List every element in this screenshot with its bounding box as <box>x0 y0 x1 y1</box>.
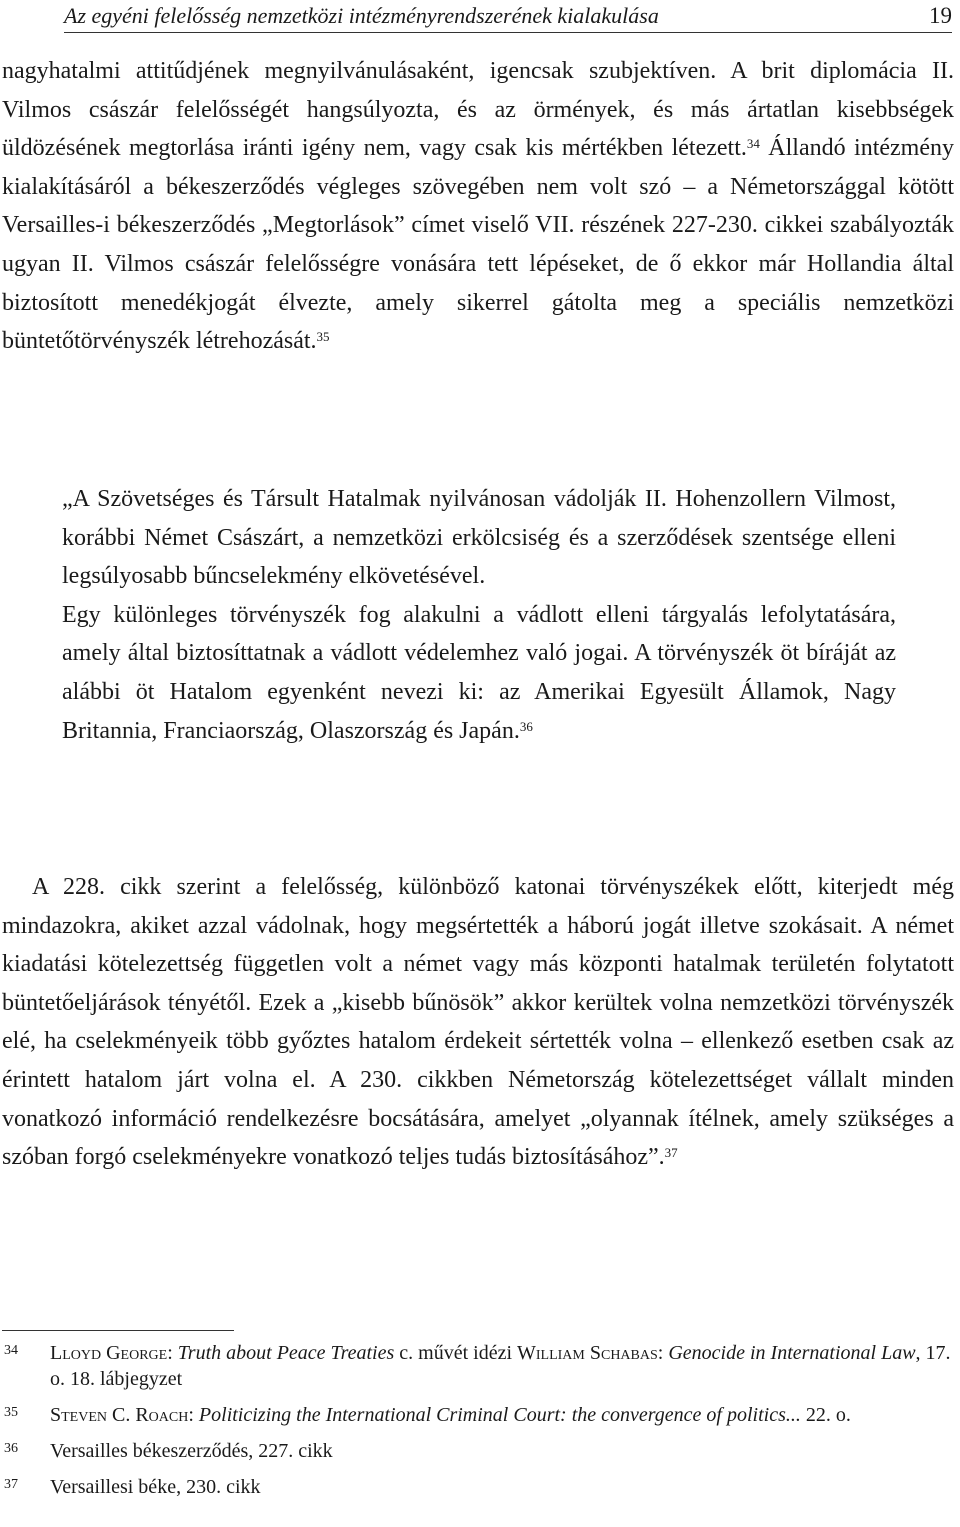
footnote-text: Versaillesi béke, 230. cikk <box>50 1476 261 1498</box>
paragraph-1-text-b: Állandó intézmény kialakításáról a békeszerződés végleges szövegében nem volt szó – a Németországgal kötött Versailles-i békeszerződés „Megtorlások” címet viselő VII. részének 227-230. cikkei szabályozták ugyan II. Vilmos császár felelősségre vonására tett lépéseket, de ő ekkor már Hollandia által biztosított menedékjogát élvezte, amely sikerrel gátolta meg a speciális nemzetközi büntetőtörvényszék létrehozását. <box>2 135 954 355</box>
footnote-tail: , 17. o. 18. lábjegyzet <box>50 1342 951 1390</box>
block-quote <box>62 480 896 750</box>
footnote-divider <box>2 1330 234 1331</box>
footnote-number: 37 <box>4 1477 18 1492</box>
page-number: 19 <box>929 3 952 28</box>
footnote-number: 36 <box>4 1441 18 1456</box>
footnote-text: c. művét idézi <box>394 1342 517 1364</box>
footnote-tail: 22. o. <box>800 1404 851 1426</box>
paragraph-2-text: A 228. cikk szerint a felelősség, különböző katonai törvényszékek előtt, kiterjedt még mindazokra, akiket azzal vádolnak, hogy megsértették a háború jogát illetve szokásait. A német kiadatási kötelezettség független volt a német vagy más központi hatalmak területén folytatott büntetőeljárások tényétől. Ezek a „kisebb bűnösök” akkor kerültek volna nemzetközi törvényszék elé, ha cselekményeik több győztes hatalom érdekeit sértették volna – ellenkező esetben csak az érintett hatalom járt volna el. A 230. cikkben Németország kötelezettséget vállalt minden vonatkozó információ rendelkezésre bocsátására, amelyet „olyannak ítélnek, amely szükséges a szóban forgó cselekményekre vonatkozó teljes tudás biztosításához”. <box>2 874 954 1171</box>
paragraph-2 <box>2 868 954 1177</box>
footnote-ref-34[interactable]: 34 <box>746 136 760 152</box>
paragraph-1-text-a: nagyhatalmi attitűdjének megnyilvánulásaként, igencsak szubjektíven. A brit diplomácia II. Vilmos császár felelősségét hangsúlyozta, és az örmények, és más ártatlan kisebbségek üldözésének megtorlása iránti igény nem, vagy csak kis mértékben létezett. <box>2 58 954 162</box>
footnote-title: Truth about Peace Treaties <box>177 1342 395 1364</box>
footnote-title: Politicizing the International Criminal Court: the convergence of politics... <box>198 1404 801 1426</box>
footnote-ref-36[interactable]: 36 <box>519 718 533 734</box>
footnote-number: 34 <box>4 1343 18 1358</box>
footnotes <box>0 1340 960 1510</box>
running-title: Az egyéni felelősség nemzetközi intézményrendszerének kialakulása <box>64 3 659 28</box>
footnote-36 <box>0 1438 960 1464</box>
footnote-35: 35 Steven C. Roach: Politicizing the International Criminal Court: the convergence of politics... 22. o. <box>0 1402 960 1428</box>
paragraph-1 <box>2 52 954 361</box>
footnote-author: Lloyd George <box>50 1342 168 1364</box>
footnote-title-2: Genocide in International Law <box>668 1342 916 1364</box>
footnote-ref-37[interactable]: 37 <box>664 1145 678 1161</box>
footnote-author-2: William Schabas <box>517 1342 658 1364</box>
footnote-ref-35[interactable]: 35 <box>316 329 330 345</box>
footnote-author: Steven C. Roach <box>50 1404 189 1426</box>
quote-paragraph-2: Egy különleges törvényszék fog alakulni a vádlott elleni tárgyalás lefolytatására, amely által biztosíttatnak a vádlott védelemhez való jogai. A törvényszék öt bíráját az alábbi öt Hatalom egyenként nevezi ki: az Amerikai Egyesült Államok, Nagy Britannia, Franciaország, Olaszország és Japán. <box>62 601 896 744</box>
footnote-number: 35 <box>4 1405 18 1420</box>
footnote-37 <box>0 1474 960 1500</box>
footnote-text: Versailles békeszerződés, 227. cikk <box>50 1440 333 1462</box>
quote-paragraph-1: „A Szövetséges és Társult Hatalmak nyilvánosan vádolják II. Hohenzollern Vilmost, korábbi Német Császárt, a nemzetközi erkölcsiség és a szerződések szentsége elleni legsúlyosabb bűncselekmény elkövetésével. <box>62 486 896 590</box>
running-header <box>64 2 952 33</box>
footnote-34: 34 Lloyd George: Truth about Peace Treaties c. művét idézi William Schabas: Genocide in International Law, 17. o. 18. lábjegyzet <box>0 1340 960 1392</box>
